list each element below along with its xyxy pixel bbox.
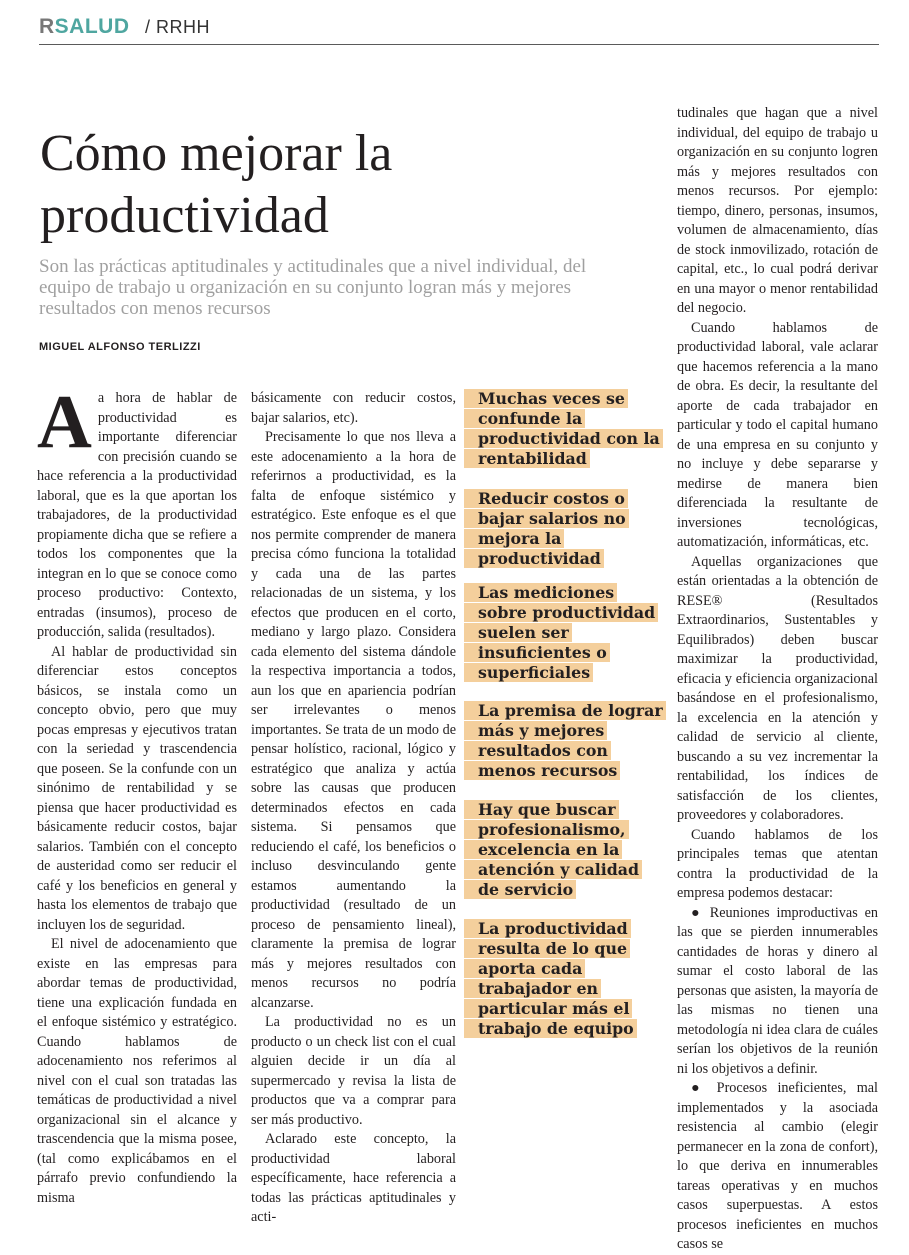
pullquote [464, 583, 664, 683]
section-label-r: R [39, 15, 55, 38]
pullquote-text: Reducir costos o bajar salarios no mejora la productividad [464, 489, 629, 568]
paragraph-text: a hora de hablar de productividad es importante diferenciar con precisión cuando se hace referencia a la productividad laboral, que es la que aportan los trabajadores, de la productividad propiamente dicha que se refiere a todos los componentes que la integran en lo que se conoce como proceso productivo: Contexto, entradas (insumos), proceso de producción, salida (resultados). [37, 390, 237, 640]
body-paragraph: Precisamente lo que nos lleva a este adocenamiento a la hora de referirnos a productividad, es la falta de enfoque sistémico y estratégico. Este enfoque es el que nos permite comprender de manera precisa cómo funciona la totalidad y cada una de las partes relacionadas de un sistema, y los efectos que producen en el corto, mediano y largo plazo. Considera cada elemento del sistema dándole la respectiva importancia a todos, aun los que en apariencia podrían ser irrelevantes o menos importantes. Se trata de un modo de pensar holístico, racional, lógico y estratégico que analiza y actúa sobre las causas que producen determinados efectos en cada sistema. Si pensamos que reduciendo el café, los beneficios o incluso desvinculando gente estamos aumentando la productividad (resultado de un proceso de pensamiento lineal), claramente la premisa de lograr más y mejores resultados con menos recursos no podría alcanzarse. [251, 429, 456, 1011]
bullet-paragraph: ● Procesos ineficientes, mal implementados y la asociada resistencia al cambio (elegir permanecer en la zona de confort), lo que deriva en innumerables tareas operativas y en muchos casos superpuestas. A estos procesos ineficientes en muchos casos se [677, 1080, 878, 1252]
body-paragraph: básicamente con reducir costos, bajar salarios, etc). [251, 390, 456, 426]
article-author: MIGUEL ALFONSO TERLIZZI [39, 341, 201, 353]
pullquote-text: La productividad resulta de lo que aporta cada trabajador en particular más el trabajo de equipo [464, 919, 637, 1038]
body-column-4 [677, 104, 878, 1252]
section-label-main: SALUD [54, 15, 130, 38]
pullquote-text: La premisa de lograr más y mejores resultados con menos recursos [464, 701, 666, 780]
body-paragraph: Cuando hablamos de los principales temas que atentan contra la productividad de la empresa podemos destacar: [677, 826, 878, 901]
body-paragraph: Aquellas organizaciones que están orientadas a la obtención de RESE® (Resultados Extraordinarios, Sustentables y Equilibrados) deben buscar maximizar la productividad, eficacia y eficiencia organizacional basándose en el profesionalismo, la excelencia en la atención y calidad de servicio al cliente, buscando a su vez incrementar la rentabilidad, los índices de satisfacción de los clientes, proveedores y colaboradores. [677, 553, 878, 823]
pullquote [464, 919, 664, 1039]
pullquote [464, 389, 664, 469]
pullquote [464, 701, 664, 781]
section-label [39, 15, 130, 39]
body-paragraph: Aclarado este concepto, la productividad laboral específicamente, hace referencia a todas las prácticas aptitudinales y acti- [251, 1131, 456, 1225]
body-paragraph [37, 380, 237, 643]
article-title: Cómo mejorar la productividad [40, 125, 393, 244]
body-column-2 [251, 389, 456, 1225]
pullquote [464, 489, 664, 569]
pullquote [464, 800, 664, 900]
pullquote-text: Hay que buscar profesionalismo, excelencia en la atención y calidad de servicio [464, 800, 642, 899]
article-subtitle: Son las prácticas aptitudinales y actitudinales que a nivel individual, del equipo de trabajo u organización en su conjunto logran más y mejores resultados con menos recursos [39, 256, 587, 319]
body-paragraph: Al hablar de productividad sin diferenciar estos conceptos básicos, se instala como un concepto obvio, pero que muy pocas empresas y ejecutivos tratan con la seriedad y trascendencia que poseen. Se la confunde con un sinónimo de rentabilidad y se piensa que hacer productividad es básicamente reducir costos, bajar salarios. También con el concepto de austeridad como ser reducir el café y los beneficios en general y hasta los elementos de trabajo que incluyen los de seguridad. [37, 643, 237, 933]
section-header [39, 14, 879, 45]
subsection-label: / RRHH [145, 17, 210, 37]
pullquote-text: Las mediciones sobre productividad suelen ser insuficientes o superficiales [464, 583, 658, 682]
body-column-1 [37, 380, 237, 1206]
body-paragraph: La productividad no es un producto o un check list con el cual alguien decide ir un día al supermercado y revisa la lista de productos que va a comprar para ser más productivo. [251, 1014, 456, 1128]
drop-cap: A [37, 380, 92, 464]
body-paragraph: El nivel de adocenamiento que existe en las empresas para abordar temas de productividad, tiene una explicación fundada en el enfoque sistémico y estratégico. Cuando hablamos de adocenamiento nos referimos al nivel con el cual son tratadas las temáticas de productividad a nivel organizacional sin el alcance y trascendencia que la misma posee, (tal como explicábamos en el párrafo previo confundiendo la misma [37, 936, 237, 1206]
body-paragraph: tudinales que hagan que a nivel individual, del equipo de trabajo u organización en su conjunto logren más y mejores resultados con menos recursos. Por ejemplo: tiempo, dinero, personas, insumos, volumen de almacenamiento, días de stock inmovilizado, rotación de capital, etc., lo cual podrá derivar en una mayor o menor rentabilidad del negocio. [677, 105, 878, 316]
bullet-paragraph: ● Reuniones improductivas en las que se pierden innumerables cantidades de horas y dinero al sumar el costo laboral de las personas que asisten, la mayoría de las mismas no tienen una metodología ni idea clara de cuáles serían los objetivos de la reunión ni los objetivos a definir. [677, 904, 878, 1077]
pullquote-text: Muchas veces se confunde la productividad con la rentabilidad [464, 389, 663, 468]
body-paragraph: Cuando hablamos de productividad laboral, vale aclarar que hacemos referencia a la mano de obra. Es decir, la resultante del aporte de cada trabajador en particular y todo el capital humano de una empresa en su conjunto y no incluye y debe separarse y medirse de manera bien diferenciada la resultante de inversiones tecnológicas, automatización, informáticas, etc. [677, 319, 878, 550]
